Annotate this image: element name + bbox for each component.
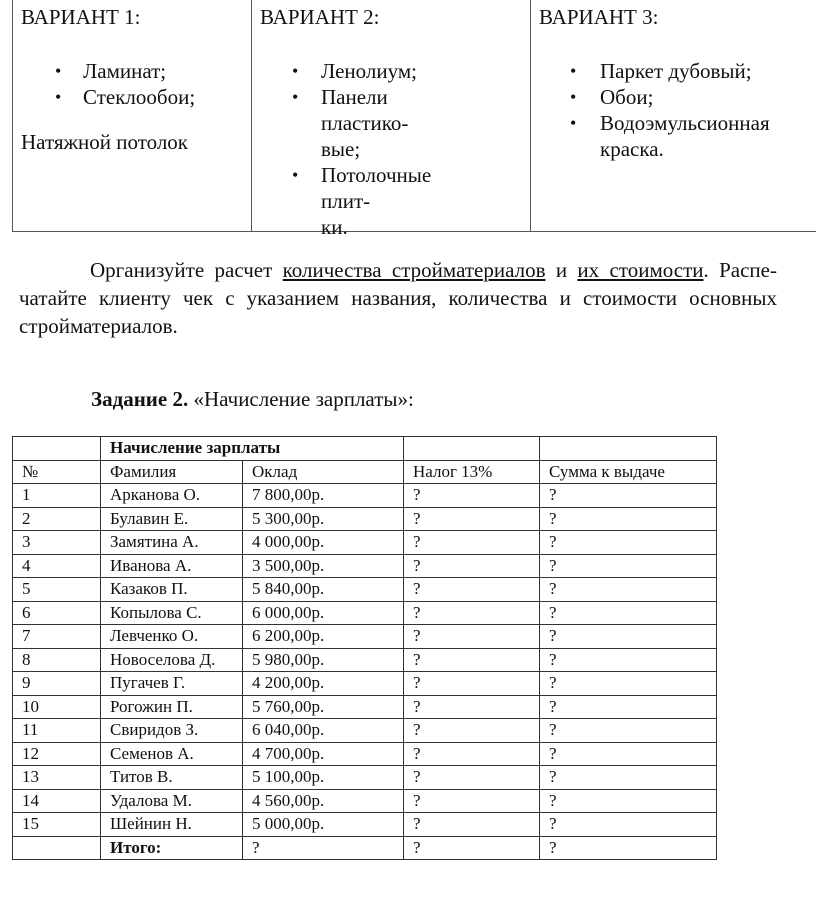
employee-name: Пугачев Г. bbox=[101, 672, 243, 696]
payout-value: ? bbox=[540, 578, 717, 602]
payout-value: ? bbox=[540, 601, 717, 625]
table-header-row bbox=[13, 460, 717, 484]
tax-value: ? bbox=[404, 484, 540, 508]
row-number: 8 bbox=[13, 648, 101, 672]
employee-name: Удалова М. bbox=[101, 789, 243, 813]
employee-name: Казаков П. bbox=[101, 578, 243, 602]
row-number: 7 bbox=[13, 625, 101, 649]
employee-name: Новоселова Д. bbox=[101, 648, 243, 672]
table-row bbox=[13, 695, 717, 719]
variant-title: ВАРИАНТ 2: bbox=[260, 5, 380, 29]
employee-name: Шейнин Н. bbox=[101, 813, 243, 837]
total-label: Итого: bbox=[101, 836, 243, 860]
employee-name: Рогожин П. bbox=[101, 695, 243, 719]
row-number: 2 bbox=[13, 507, 101, 531]
list-item: • Стеклообои; bbox=[21, 84, 243, 110]
table-row bbox=[13, 601, 717, 625]
table-row bbox=[13, 648, 717, 672]
row-number: 4 bbox=[13, 554, 101, 578]
tax-value: ? bbox=[404, 719, 540, 743]
table-row bbox=[13, 742, 717, 766]
payout-value: ? bbox=[540, 625, 717, 649]
tax-value: ? bbox=[404, 578, 540, 602]
row-number: 6 bbox=[13, 601, 101, 625]
list-item: • Паркет дубовый; bbox=[539, 58, 813, 84]
salary-value: 4 200,00р. bbox=[243, 672, 404, 696]
tax-value: ? bbox=[404, 554, 540, 578]
total-row bbox=[13, 836, 717, 860]
row-number: 3 bbox=[13, 531, 101, 555]
row-number: 13 bbox=[13, 766, 101, 790]
underlined-text: количества стройматериалов bbox=[282, 258, 546, 282]
salary-value: 5 000,00р. bbox=[243, 813, 404, 837]
column-header: № bbox=[13, 460, 101, 484]
paragraph-text: . Распе- чатайте клиенту чек с указанием названия, количества и стоимости основных стройматериалов. bbox=[19, 258, 777, 338]
tax-value: ? bbox=[404, 789, 540, 813]
row-number: 9 bbox=[13, 672, 101, 696]
salary-value: 3 500,00р. bbox=[243, 554, 404, 578]
column-header: Сумма к выдаче bbox=[540, 460, 717, 484]
employee-name: Арканова О. bbox=[101, 484, 243, 508]
payout-value: ? bbox=[540, 484, 717, 508]
payout-value: ? bbox=[540, 789, 717, 813]
variant-list bbox=[260, 58, 522, 240]
instruction-paragraph bbox=[19, 256, 777, 340]
salary-value: 5 760,00р. bbox=[243, 695, 404, 719]
list-item: • Ламинат; bbox=[21, 58, 243, 84]
table-row bbox=[13, 531, 717, 555]
employee-name: Иванова А. bbox=[101, 554, 243, 578]
table-row bbox=[13, 507, 717, 531]
column-header: Оклад bbox=[243, 460, 404, 484]
variant-list bbox=[539, 58, 813, 162]
table-title-row bbox=[13, 437, 717, 461]
tax-value: ? bbox=[404, 531, 540, 555]
tax-value: ? bbox=[404, 507, 540, 531]
table-title: Начисление зарплаты bbox=[101, 437, 404, 461]
total-value: ? bbox=[243, 836, 404, 860]
payout-value: ? bbox=[540, 672, 717, 696]
table-row bbox=[13, 719, 717, 743]
salary-value: 5 300,00р. bbox=[243, 507, 404, 531]
table-row bbox=[13, 554, 717, 578]
table-row bbox=[13, 484, 717, 508]
variants-table bbox=[12, 0, 816, 239]
row-number: 12 bbox=[13, 742, 101, 766]
salary-value: 5 980,00р. bbox=[243, 648, 404, 672]
employee-name: Булавин Е. bbox=[101, 507, 243, 531]
list-item: • Панели пластико- вые; bbox=[260, 84, 471, 162]
salary-value: 4 560,00р. bbox=[243, 789, 404, 813]
payout-value: ? bbox=[540, 507, 717, 531]
row-number: 15 bbox=[13, 813, 101, 837]
payout-value: ? bbox=[540, 648, 717, 672]
tax-value: ? bbox=[404, 695, 540, 719]
list-item: • Водоэмульсионная краска. bbox=[539, 110, 790, 162]
tax-value: ? bbox=[404, 813, 540, 837]
tax-value: ? bbox=[404, 672, 540, 696]
variant-note: Натяжной потолок bbox=[21, 130, 189, 154]
variant-title: ВАРИАНТ 3: bbox=[539, 5, 659, 29]
variant-2 bbox=[251, 0, 530, 239]
payout-value: ? bbox=[540, 719, 717, 743]
salary-value: 6 000,00р. bbox=[243, 601, 404, 625]
total-value: ? bbox=[540, 836, 717, 860]
column-header: Фамилия bbox=[101, 460, 243, 484]
employee-name: Титов В. bbox=[101, 766, 243, 790]
payout-value: ? bbox=[540, 766, 717, 790]
payout-value: ? bbox=[540, 531, 717, 555]
table-row bbox=[13, 625, 717, 649]
list-item: • Потолочные плит- ки. bbox=[260, 162, 471, 240]
tax-value: ? bbox=[404, 625, 540, 649]
salary-value: 6 200,00р. bbox=[243, 625, 404, 649]
salary-value: 6 040,00р. bbox=[243, 719, 404, 743]
row-number: 1 bbox=[13, 484, 101, 508]
tax-value: ? bbox=[404, 766, 540, 790]
tax-value: ? bbox=[404, 601, 540, 625]
payout-value: ? bbox=[540, 742, 717, 766]
underlined-text: их стоимости bbox=[577, 258, 704, 282]
task-title: «Начисление зарплаты»: bbox=[188, 387, 414, 411]
employee-name: Левченко О. bbox=[101, 625, 243, 649]
task-heading bbox=[91, 386, 414, 412]
variant-list bbox=[21, 58, 243, 110]
salary-value: 5 840,00р. bbox=[243, 578, 404, 602]
payout-value: ? bbox=[540, 813, 717, 837]
payout-value: ? bbox=[540, 695, 717, 719]
list-item: • Ленолиум; bbox=[260, 58, 522, 84]
table-row bbox=[13, 672, 717, 696]
column-header: Налог 13% bbox=[404, 460, 540, 484]
salary-table bbox=[12, 436, 717, 860]
row-number: 10 bbox=[13, 695, 101, 719]
paragraph-text: и bbox=[545, 258, 578, 282]
employee-name: Свиридов З. bbox=[101, 719, 243, 743]
table-row bbox=[13, 578, 717, 602]
tax-value: ? bbox=[404, 742, 540, 766]
employee-name: Замятина А. bbox=[101, 531, 243, 555]
variant-3 bbox=[530, 0, 816, 231]
tax-value: ? bbox=[404, 648, 540, 672]
employee-name: Семенов А. bbox=[101, 742, 243, 766]
salary-value: 4 000,00р. bbox=[243, 531, 404, 555]
salary-value: 4 700,00р. bbox=[243, 742, 404, 766]
table-row bbox=[13, 766, 717, 790]
total-value bbox=[13, 836, 101, 860]
variant-title: ВАРИАНТ 1: bbox=[21, 5, 141, 29]
table-row bbox=[13, 813, 717, 837]
list-item: • Обои; bbox=[539, 84, 813, 110]
task-label: Задание 2. bbox=[91, 387, 189, 411]
row-number: 11 bbox=[13, 719, 101, 743]
payout-value: ? bbox=[540, 554, 717, 578]
row-number: 5 bbox=[13, 578, 101, 602]
variant-1 bbox=[13, 0, 251, 231]
row-number: 14 bbox=[13, 789, 101, 813]
table-row bbox=[13, 789, 717, 813]
paragraph-text: Организуйте расчет bbox=[90, 258, 283, 282]
salary-value: 5 100,00р. bbox=[243, 766, 404, 790]
employee-name: Копылова С. bbox=[101, 601, 243, 625]
salary-value: 7 800,00р. bbox=[243, 484, 404, 508]
total-value: ? bbox=[404, 836, 540, 860]
